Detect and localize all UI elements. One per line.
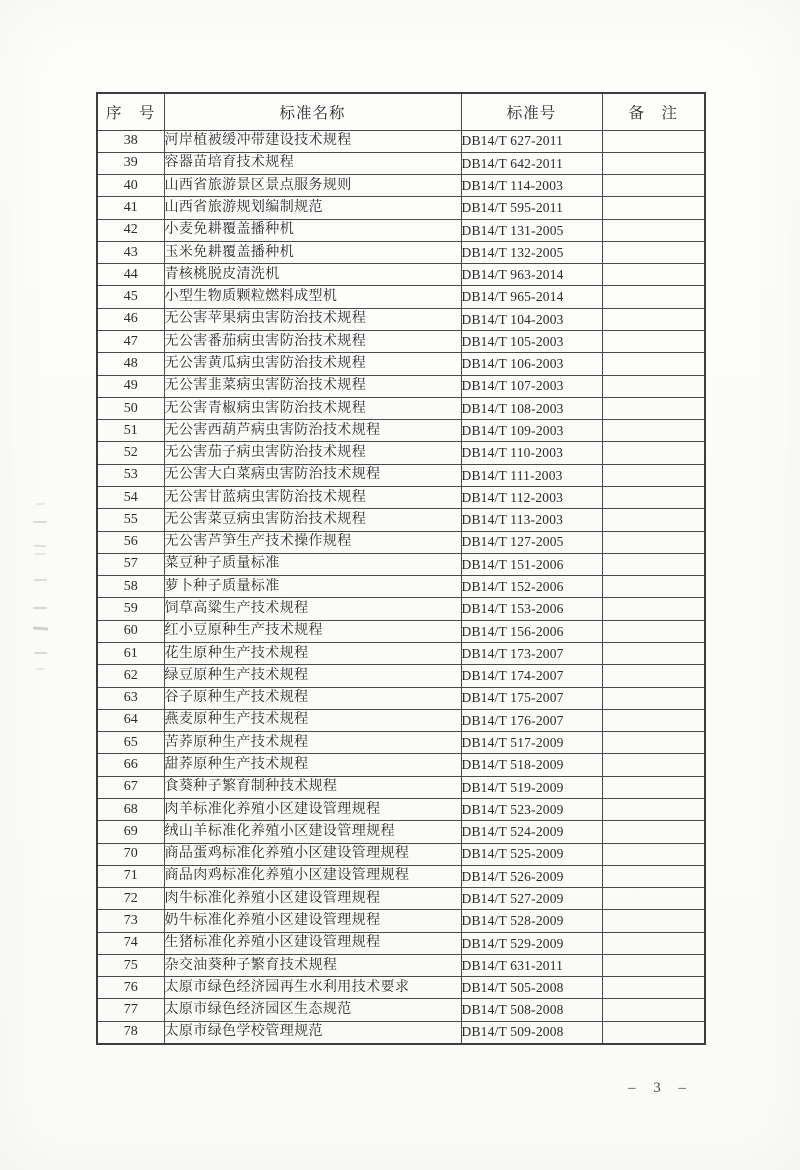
cell-serial-number: 51 (97, 420, 164, 442)
cell-serial-number: 44 (97, 264, 164, 286)
cell-standard-name: 山西省旅游景区景点服务规则 (164, 175, 461, 197)
table-row (97, 642, 705, 664)
cell-standard-name: 山西省旅游规划编制规范 (164, 197, 461, 219)
table-row (97, 843, 705, 865)
cell-serial-number: 63 (97, 687, 164, 709)
cell-standard-name: 无公害菜豆病虫害防治技术规程 (164, 509, 461, 531)
table-row (97, 798, 705, 820)
cell-remarks (602, 798, 705, 820)
cell-standard-name: 食葵种子繁育制种技术规程 (164, 776, 461, 798)
cell-remarks (602, 241, 705, 263)
cell-serial-number: 41 (97, 197, 164, 219)
column-header-serial-number: 序 号 (97, 93, 164, 130)
cell-remarks (602, 776, 705, 798)
cell-standard-code: DB14/T 965-2014 (461, 286, 602, 308)
cell-standard-name: 菜豆种子质量标准 (164, 553, 461, 575)
cell-standard-code: DB14/T 517-2009 (461, 732, 602, 754)
cell-standard-name: 玉米免耕覆盖播种机 (164, 241, 461, 263)
table-row (97, 286, 705, 308)
cell-standard-name: 无公害甘蓝病虫害防治技术规程 (164, 487, 461, 509)
cell-standard-code: DB14/T 156-2006 (461, 620, 602, 642)
table-row (97, 241, 705, 263)
table-row (97, 397, 705, 419)
table-row (97, 487, 705, 509)
cell-remarks (602, 509, 705, 531)
cell-remarks (602, 286, 705, 308)
cell-standard-code: DB14/T 114-2003 (461, 175, 602, 197)
table-row (97, 353, 705, 375)
cell-standard-name: 肉羊标准化养殖小区建设管理规程 (164, 798, 461, 820)
cell-standard-code: DB14/T 151-2006 (461, 553, 602, 575)
cell-standard-code: DB14/T 107-2003 (461, 375, 602, 397)
cell-serial-number: 78 (97, 1021, 164, 1043)
table-row (97, 130, 705, 152)
cell-standard-name: 小型生物质颗粒燃料成型机 (164, 286, 461, 308)
cell-serial-number: 59 (97, 598, 164, 620)
table-row (97, 308, 705, 330)
cell-remarks (602, 375, 705, 397)
table-row (97, 420, 705, 442)
table-row (97, 665, 705, 687)
cell-standard-name: 容器苗培育技术规程 (164, 152, 461, 174)
table-row (97, 776, 705, 798)
table-row (97, 175, 705, 197)
table-row (97, 598, 705, 620)
cell-standard-name: 红小豆原种生产技术规程 (164, 620, 461, 642)
cell-serial-number: 70 (97, 843, 164, 865)
cell-standard-code: DB14/T 627-2011 (461, 130, 602, 152)
cell-serial-number: 67 (97, 776, 164, 798)
cell-serial-number: 72 (97, 888, 164, 910)
standards-table-body (97, 130, 705, 1044)
cell-standard-name: 商品肉鸡标准化养殖小区建设管理规程 (164, 865, 461, 887)
table-row (97, 375, 705, 397)
table-row (97, 264, 705, 286)
cell-remarks (602, 954, 705, 976)
cell-remarks (602, 687, 705, 709)
standards-table (96, 92, 706, 1045)
cell-standard-name: 肉牛标准化养殖小区建设管理规程 (164, 888, 461, 910)
cell-standard-name: 甜荞原种生产技术规程 (164, 754, 461, 776)
cell-remarks (602, 331, 705, 353)
cell-standard-code: DB14/T 106-2003 (461, 353, 602, 375)
cell-standard-name: 太原市绿色经济园再生水利用技术要求 (164, 977, 461, 999)
table-row (97, 888, 705, 910)
cell-standard-name: 商品蛋鸡标准化养殖小区建设管理规程 (164, 843, 461, 865)
cell-serial-number: 62 (97, 665, 164, 687)
cell-serial-number: 77 (97, 999, 164, 1021)
cell-standard-name: 无公害西葫芦病虫害防治技术规程 (164, 420, 461, 442)
cell-standard-name: 奶牛标准化养殖小区建设管理规程 (164, 910, 461, 932)
cell-remarks (602, 420, 705, 442)
cell-serial-number: 42 (97, 219, 164, 241)
cell-standard-name: 燕麦原种生产技术规程 (164, 709, 461, 731)
table-row (97, 553, 705, 575)
column-header-remarks: 备 注 (602, 93, 705, 130)
cell-remarks (602, 888, 705, 910)
table-row (97, 732, 705, 754)
cell-standard-name: 无公害青椒病虫害防治技术规程 (164, 397, 461, 419)
cell-remarks (602, 665, 705, 687)
cell-standard-name: 谷子原种生产技术规程 (164, 687, 461, 709)
cell-standard-name: 无公害芦笋生产技术操作规程 (164, 531, 461, 553)
cell-serial-number: 76 (97, 977, 164, 999)
cell-serial-number: 48 (97, 353, 164, 375)
cell-serial-number: 47 (97, 331, 164, 353)
cell-serial-number: 65 (97, 732, 164, 754)
cell-standard-code: DB14/T 131-2005 (461, 219, 602, 241)
cell-remarks (602, 130, 705, 152)
cell-remarks (602, 397, 705, 419)
cell-serial-number: 40 (97, 175, 164, 197)
standards-table-header (97, 93, 705, 130)
cell-standard-code: DB14/T 509-2008 (461, 1021, 602, 1043)
cell-standard-code: DB14/T 524-2009 (461, 821, 602, 843)
cell-standard-code: DB14/T 127-2005 (461, 531, 602, 553)
cell-standard-code: DB14/T 525-2009 (461, 843, 602, 865)
cell-standard-code: DB14/T 105-2003 (461, 331, 602, 353)
cell-serial-number: 71 (97, 865, 164, 887)
table-row (97, 999, 705, 1021)
cell-standard-code: DB14/T 104-2003 (461, 308, 602, 330)
cell-serial-number: 49 (97, 375, 164, 397)
cell-standard-name: 花生原种生产技术规程 (164, 642, 461, 664)
cell-remarks (602, 464, 705, 486)
table-row (97, 152, 705, 174)
cell-remarks (602, 553, 705, 575)
cell-standard-code: DB14/T 132-2005 (461, 241, 602, 263)
cell-remarks (602, 175, 705, 197)
cell-serial-number: 60 (97, 620, 164, 642)
cell-serial-number: 53 (97, 464, 164, 486)
cell-serial-number: 66 (97, 754, 164, 776)
table-row (97, 954, 705, 976)
table-row (97, 709, 705, 731)
cell-standard-name: 无公害韭菜病虫害防治技术规程 (164, 375, 461, 397)
cell-standard-name: 萝卜种子质量标准 (164, 576, 461, 598)
cell-standard-code: DB14/T 175-2007 (461, 687, 602, 709)
cell-remarks (602, 487, 705, 509)
table-row (97, 754, 705, 776)
cell-remarks (602, 442, 705, 464)
cell-standard-name: 河岸植被缓冲带建设技术规程 (164, 130, 461, 152)
cell-remarks (602, 264, 705, 286)
cell-standard-name: 杂交油葵种子繁育技术规程 (164, 954, 461, 976)
cell-remarks (602, 620, 705, 642)
cell-serial-number: 46 (97, 308, 164, 330)
table-row (97, 509, 705, 531)
cell-serial-number: 56 (97, 531, 164, 553)
cell-standard-code: DB14/T 642-2011 (461, 152, 602, 174)
cell-standard-code: DB14/T 528-2009 (461, 910, 602, 932)
cell-remarks (602, 598, 705, 620)
table-row (97, 1021, 705, 1043)
cell-serial-number: 73 (97, 910, 164, 932)
table-row (97, 576, 705, 598)
cell-remarks (602, 1021, 705, 1043)
cell-standard-name: 绒山羊标准化养殖小区建设管理规程 (164, 821, 461, 843)
cell-remarks (602, 977, 705, 999)
cell-standard-code: DB14/T 526-2009 (461, 865, 602, 887)
cell-standard-code: DB14/T 529-2009 (461, 932, 602, 954)
cell-standard-code: DB14/T 152-2006 (461, 576, 602, 598)
cell-serial-number: 58 (97, 576, 164, 598)
cell-remarks (602, 999, 705, 1021)
cell-remarks (602, 910, 705, 932)
cell-remarks (602, 152, 705, 174)
cell-standard-code: DB14/T 508-2008 (461, 999, 602, 1021)
cell-serial-number: 38 (97, 130, 164, 152)
cell-standard-name: 无公害黄瓜病虫害防治技术规程 (164, 353, 461, 375)
cell-standard-name: 青核桃脱皮清洗机 (164, 264, 461, 286)
cell-serial-number: 45 (97, 286, 164, 308)
cell-remarks (602, 576, 705, 598)
cell-serial-number: 64 (97, 709, 164, 731)
cell-serial-number: 57 (97, 553, 164, 575)
cell-remarks (602, 219, 705, 241)
cell-standard-code: DB14/T 113-2003 (461, 509, 602, 531)
cell-serial-number: 52 (97, 442, 164, 464)
cell-standard-code: DB14/T 595-2011 (461, 197, 602, 219)
cell-standard-name: 苦荞原种生产技术规程 (164, 732, 461, 754)
cell-standard-code: DB14/T 631-2011 (461, 954, 602, 976)
table-row (97, 464, 705, 486)
cell-standard-name: 无公害苹果病虫害防治技术规程 (164, 308, 461, 330)
cell-standard-name: 无公害茄子病虫害防治技术规程 (164, 442, 461, 464)
cell-standard-code: DB14/T 110-2003 (461, 442, 602, 464)
cell-serial-number: 55 (97, 509, 164, 531)
column-header-standard-code: 标准号 (461, 93, 602, 130)
cell-standard-name: 太原市绿色学校管理规范 (164, 1021, 461, 1043)
table-row (97, 219, 705, 241)
cell-standard-code: DB14/T 109-2003 (461, 420, 602, 442)
cell-standard-code: DB14/T 505-2008 (461, 977, 602, 999)
table-row (97, 442, 705, 464)
cell-remarks (602, 709, 705, 731)
cell-serial-number: 50 (97, 397, 164, 419)
cell-serial-number: 69 (97, 821, 164, 843)
cell-serial-number: 54 (97, 487, 164, 509)
cell-remarks (602, 821, 705, 843)
page-number: – 3 – (628, 1080, 693, 1096)
cell-serial-number: 43 (97, 241, 164, 263)
cell-serial-number: 61 (97, 642, 164, 664)
cell-standard-code: DB14/T 153-2006 (461, 598, 602, 620)
cell-remarks (602, 197, 705, 219)
cell-standard-name: 饲草高粱生产技术规程 (164, 598, 461, 620)
cell-standard-code: DB14/T 173-2007 (461, 642, 602, 664)
table-row (97, 977, 705, 999)
cell-standard-code: DB14/T 523-2009 (461, 798, 602, 820)
cell-remarks (602, 754, 705, 776)
table-row (97, 932, 705, 954)
cell-standard-name: 无公害大白菜病虫害防治技术规程 (164, 464, 461, 486)
table-row (97, 865, 705, 887)
table-row (97, 687, 705, 709)
cell-remarks (602, 642, 705, 664)
cell-serial-number: 39 (97, 152, 164, 174)
column-header-standard-name: 标准名称 (164, 93, 461, 130)
cell-serial-number: 74 (97, 932, 164, 954)
cell-standard-code: DB14/T 527-2009 (461, 888, 602, 910)
cell-standard-name: 小麦免耕覆盖播种机 (164, 219, 461, 241)
cell-remarks (602, 865, 705, 887)
cell-remarks (602, 353, 705, 375)
cell-standard-name: 生猪标准化养殖小区建设管理规程 (164, 932, 461, 954)
cell-standard-code: DB14/T 963-2014 (461, 264, 602, 286)
cell-standard-name: 绿豆原种生产技术规程 (164, 665, 461, 687)
cell-standard-code: DB14/T 518-2009 (461, 754, 602, 776)
table-row (97, 331, 705, 353)
cell-standard-code: DB14/T 176-2007 (461, 709, 602, 731)
cell-standard-name: 无公害番茄病虫害防治技术规程 (164, 331, 461, 353)
cell-standard-code: DB14/T 519-2009 (461, 776, 602, 798)
cell-remarks (602, 843, 705, 865)
cell-standard-name: 太原市绿色经济园区生态规范 (164, 999, 461, 1021)
cell-remarks (602, 531, 705, 553)
cell-remarks (602, 932, 705, 954)
table-row (97, 531, 705, 553)
left-margin-bleedthrough-marks (30, 503, 50, 670)
cell-standard-code: DB14/T 112-2003 (461, 487, 602, 509)
cell-remarks (602, 308, 705, 330)
cell-standard-code: DB14/T 111-2003 (461, 464, 602, 486)
table-row (97, 197, 705, 219)
cell-serial-number: 75 (97, 954, 164, 976)
table-row (97, 620, 705, 642)
table-row (97, 821, 705, 843)
cell-standard-code: DB14/T 174-2007 (461, 665, 602, 687)
table-row (97, 910, 705, 932)
cell-remarks (602, 732, 705, 754)
cell-serial-number: 68 (97, 798, 164, 820)
cell-standard-code: DB14/T 108-2003 (461, 397, 602, 419)
